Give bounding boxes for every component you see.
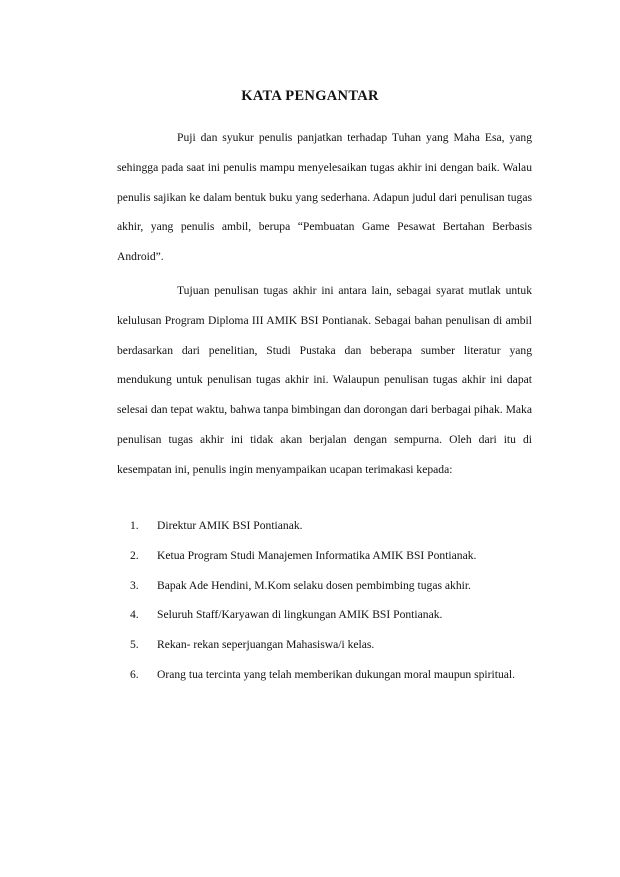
list-item (130, 630, 532, 660)
list-number: 3. (130, 578, 139, 592)
list-item (130, 571, 532, 601)
list-number: 5. (130, 638, 139, 652)
list-number: 6. (130, 667, 139, 681)
list-text: Orang tua tercinta yang telah memberikan dukungan moral maupun spiritual. (157, 667, 516, 681)
list-number: 4. (130, 608, 139, 622)
list-item (130, 600, 532, 630)
list-item (130, 511, 532, 541)
list-text: Direktur AMIK BSI Pontianak. (157, 519, 303, 532)
list-text: Bapak Ade Hendini, M.Kom selaku dosen pembimbing tugas akhir. (157, 578, 471, 592)
acknowledgement-list (130, 511, 532, 690)
list-number: 2. (130, 548, 139, 562)
page-title: KATA PENGANTAR (241, 88, 379, 104)
paragraph-purpose: Tujuan penulisan tugas akhir ini antara lain, sebagai syarat mutlak untuk kelulusan Program Diploma III AMIK BSI Pontianak. Sebagai bahan penulisan di ambil berdasarkan dari penelitian, Studi Pustaka dan beberapa sumber literatur yang mendukung untuk penulisan tugas akhir ini. Walaupun penulisan tugas akhir ini dapat selesai dan tepat waktu, bahwa tanpa bimbingan dan dorongan dari berbagai pihak. Maka penulisan tugas akhir ini tidak akan berjalan dengan sempurna. Oleh dari itu di kesempatan ini, penulis ingin menyampaikan ucapan terimakasi kepada: (117, 284, 532, 476)
list-text: Seluruh Staff/Karyawan di lingkungan AMIK BSI Pontianak. (157, 608, 443, 622)
list-item (130, 541, 532, 571)
list-item (130, 660, 532, 690)
paragraph-intro: Puji dan syukur penulis panjatkan terhadap Tuhan yang Maha Esa, yang sehingga pada saat ini penulis mampu menyelesaikan tugas akhir ini dengan baik. Walau penulis sajikan ke dalam bentuk buku yang sederhana. Adapun judul dari penulisan tugas akhir, yang penulis ambil, berupa “Pembuatan Game Pesawat Bertahan Berbasis Android”. (117, 131, 532, 264)
list-number: 1. (130, 519, 139, 532)
list-text: Rekan- rekan seperjuangan Mahasiswa/i kelas. (157, 638, 375, 652)
list-text: Ketua Program Studi Manajemen Informatika AMIK BSI Pontianak. (157, 548, 477, 562)
